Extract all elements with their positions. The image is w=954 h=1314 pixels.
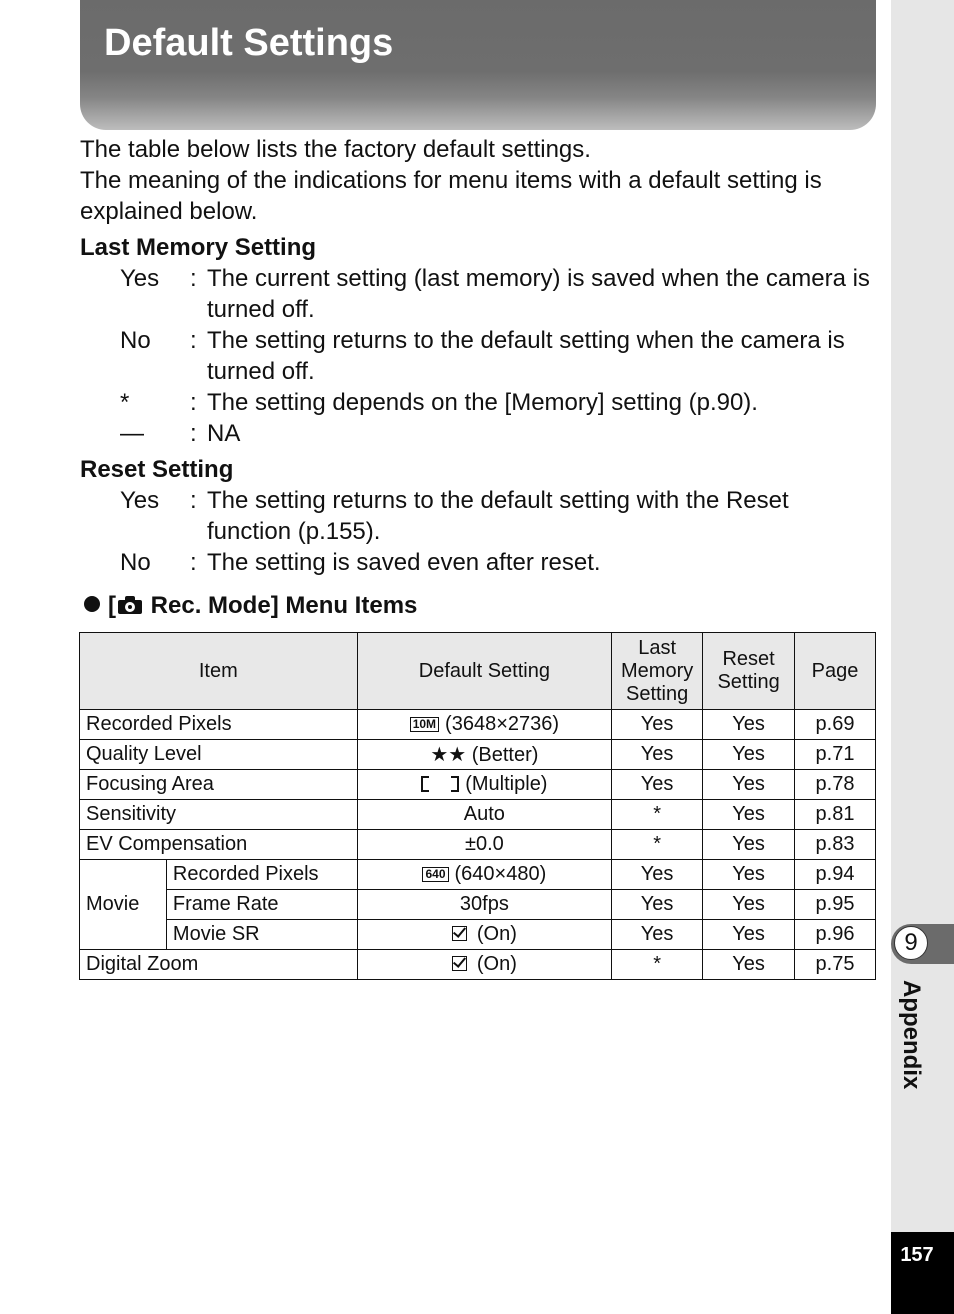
last-memory-cell: *: [612, 800, 703, 830]
definition-term: No: [120, 549, 151, 576]
table-row: [80, 830, 876, 860]
colon: :: [190, 327, 197, 354]
default-value: (640×480): [454, 863, 547, 885]
definition-term: No: [120, 327, 151, 354]
item-cell: Recorded Pixels: [80, 710, 358, 740]
reset-cell: Yes: [703, 740, 795, 770]
page-cell: p.71: [795, 740, 876, 770]
definition-term: Yes: [120, 265, 160, 292]
page-number: 157: [900, 1244, 934, 1266]
column-header: Reset Setting: [703, 633, 795, 710]
page-cell: p.95: [795, 890, 876, 920]
reset-cell: Yes: [703, 860, 795, 890]
definition-desc: NA: [207, 420, 241, 447]
intro-line-2: The meaning of the indications for menu items with a default setting is explained below.: [80, 167, 822, 225]
column-header: Page: [795, 633, 876, 710]
checkbox-checked-icon: [452, 956, 467, 971]
page-cell: p.81: [795, 800, 876, 830]
default-cell: ★★ (Better): [357, 740, 612, 770]
table-header-row: [80, 633, 876, 710]
intro-text: [80, 134, 880, 227]
page-cell: p.96: [795, 920, 876, 950]
table-row: [80, 710, 876, 740]
reset-heading: Reset Setting: [80, 456, 234, 483]
default-cell: ±0.0: [357, 830, 612, 860]
table-row: [80, 860, 876, 890]
page-cell: p.69: [795, 710, 876, 740]
table-row: [80, 770, 876, 800]
last-memory-cell: Yes: [612, 710, 703, 740]
page-cell: p.78: [795, 770, 876, 800]
item-cell: Sensitivity: [80, 800, 358, 830]
default-value: (3648×2736): [445, 713, 560, 735]
page-title: Default Settings: [104, 22, 394, 64]
item-cell: Focusing Area: [80, 770, 358, 800]
reset-cell: Yes: [703, 890, 795, 920]
default-cell: [357, 860, 612, 890]
item-cell: Quality Level: [80, 740, 358, 770]
table-row: [80, 890, 876, 920]
table-row: [80, 950, 876, 980]
multiple-focus-icon: [421, 776, 459, 790]
table-row: [80, 920, 876, 950]
definition-term: Yes: [120, 487, 160, 514]
reset-cell: Yes: [703, 770, 795, 800]
item-cell: Frame Rate: [166, 890, 357, 920]
column-header: Last Memory Setting: [612, 633, 703, 710]
bullet-icon: [84, 596, 100, 612]
default-cell: 30fps: [357, 890, 612, 920]
default-value: (Multiple): [465, 773, 548, 795]
menu-items-heading: [84, 592, 417, 620]
reset-cell: Yes: [703, 800, 795, 830]
default-cell: [357, 710, 612, 740]
colon: :: [190, 420, 197, 447]
side-tab: [891, 0, 954, 1314]
column-header: Default Setting: [357, 633, 612, 710]
reset-cell: Yes: [703, 950, 795, 980]
last-memory-heading: Last Memory Setting: [80, 234, 317, 261]
heading-prefix: [: [108, 592, 116, 619]
default-cell: Auto: [357, 800, 612, 830]
table-row: [80, 740, 876, 770]
page-cell: p.94: [795, 860, 876, 890]
last-memory-cell: Yes: [612, 770, 703, 800]
group-cell: Movie: [80, 860, 167, 950]
last-memory-cell: Yes: [612, 890, 703, 920]
definition-term: —: [120, 420, 144, 447]
default-cell: [357, 950, 612, 980]
table-row: [80, 800, 876, 830]
definition-desc: The setting depends on the [Memory] setting (p.90).: [207, 389, 758, 416]
heading-suffix: Rec. Mode] Menu Items: [144, 592, 418, 619]
last-memory-cell: Yes: [612, 740, 703, 770]
default-value: (On): [476, 923, 517, 945]
definition-desc: The setting returns to the default setting when the camera is turned off.: [207, 327, 845, 385]
column-header: Item: [80, 633, 358, 710]
item-cell: Movie SR: [166, 920, 357, 950]
default-cell: [357, 920, 612, 950]
last-memory-cell: *: [612, 950, 703, 980]
page-cell: p.83: [795, 830, 876, 860]
last-memory-cell: Yes: [612, 860, 703, 890]
definition-desc: The setting is saved even after reset.: [207, 549, 601, 576]
item-cell: Digital Zoom: [80, 950, 358, 980]
last-memory-cell: Yes: [612, 920, 703, 950]
item-cell: Recorded Pixels: [166, 860, 357, 890]
chapter-number: 9: [894, 926, 928, 960]
default-cell: [357, 770, 612, 800]
item-cell: EV Compensation: [80, 830, 358, 860]
colon: :: [190, 389, 197, 416]
reset-cell: Yes: [703, 710, 795, 740]
definition-desc: The setting returns to the default setting with the Reset function (p.155).: [207, 487, 789, 545]
colon: :: [190, 549, 197, 576]
recorded-pixels-icon: 10M: [410, 717, 439, 732]
definition-desc: The current setting (last memory) is saved when the camera is turned off.: [207, 265, 870, 323]
default-value: (On): [476, 953, 517, 975]
chapter-label: Appendix: [898, 980, 925, 1090]
colon: :: [190, 265, 197, 292]
reset-cell: Yes: [703, 920, 795, 950]
movie-pixels-icon: 640: [422, 867, 448, 882]
reset-cell: Yes: [703, 830, 795, 860]
page-cell: p.75: [795, 950, 876, 980]
last-memory-cell: *: [612, 830, 703, 860]
camera-icon: [118, 596, 142, 614]
settings-table: [79, 632, 876, 980]
intro-line-1: The table below lists the factory default settings.: [80, 136, 591, 163]
colon: :: [190, 487, 197, 514]
title-banner: [80, 0, 876, 130]
checkbox-checked-icon: [452, 926, 467, 941]
definition-term: *: [120, 389, 130, 416]
